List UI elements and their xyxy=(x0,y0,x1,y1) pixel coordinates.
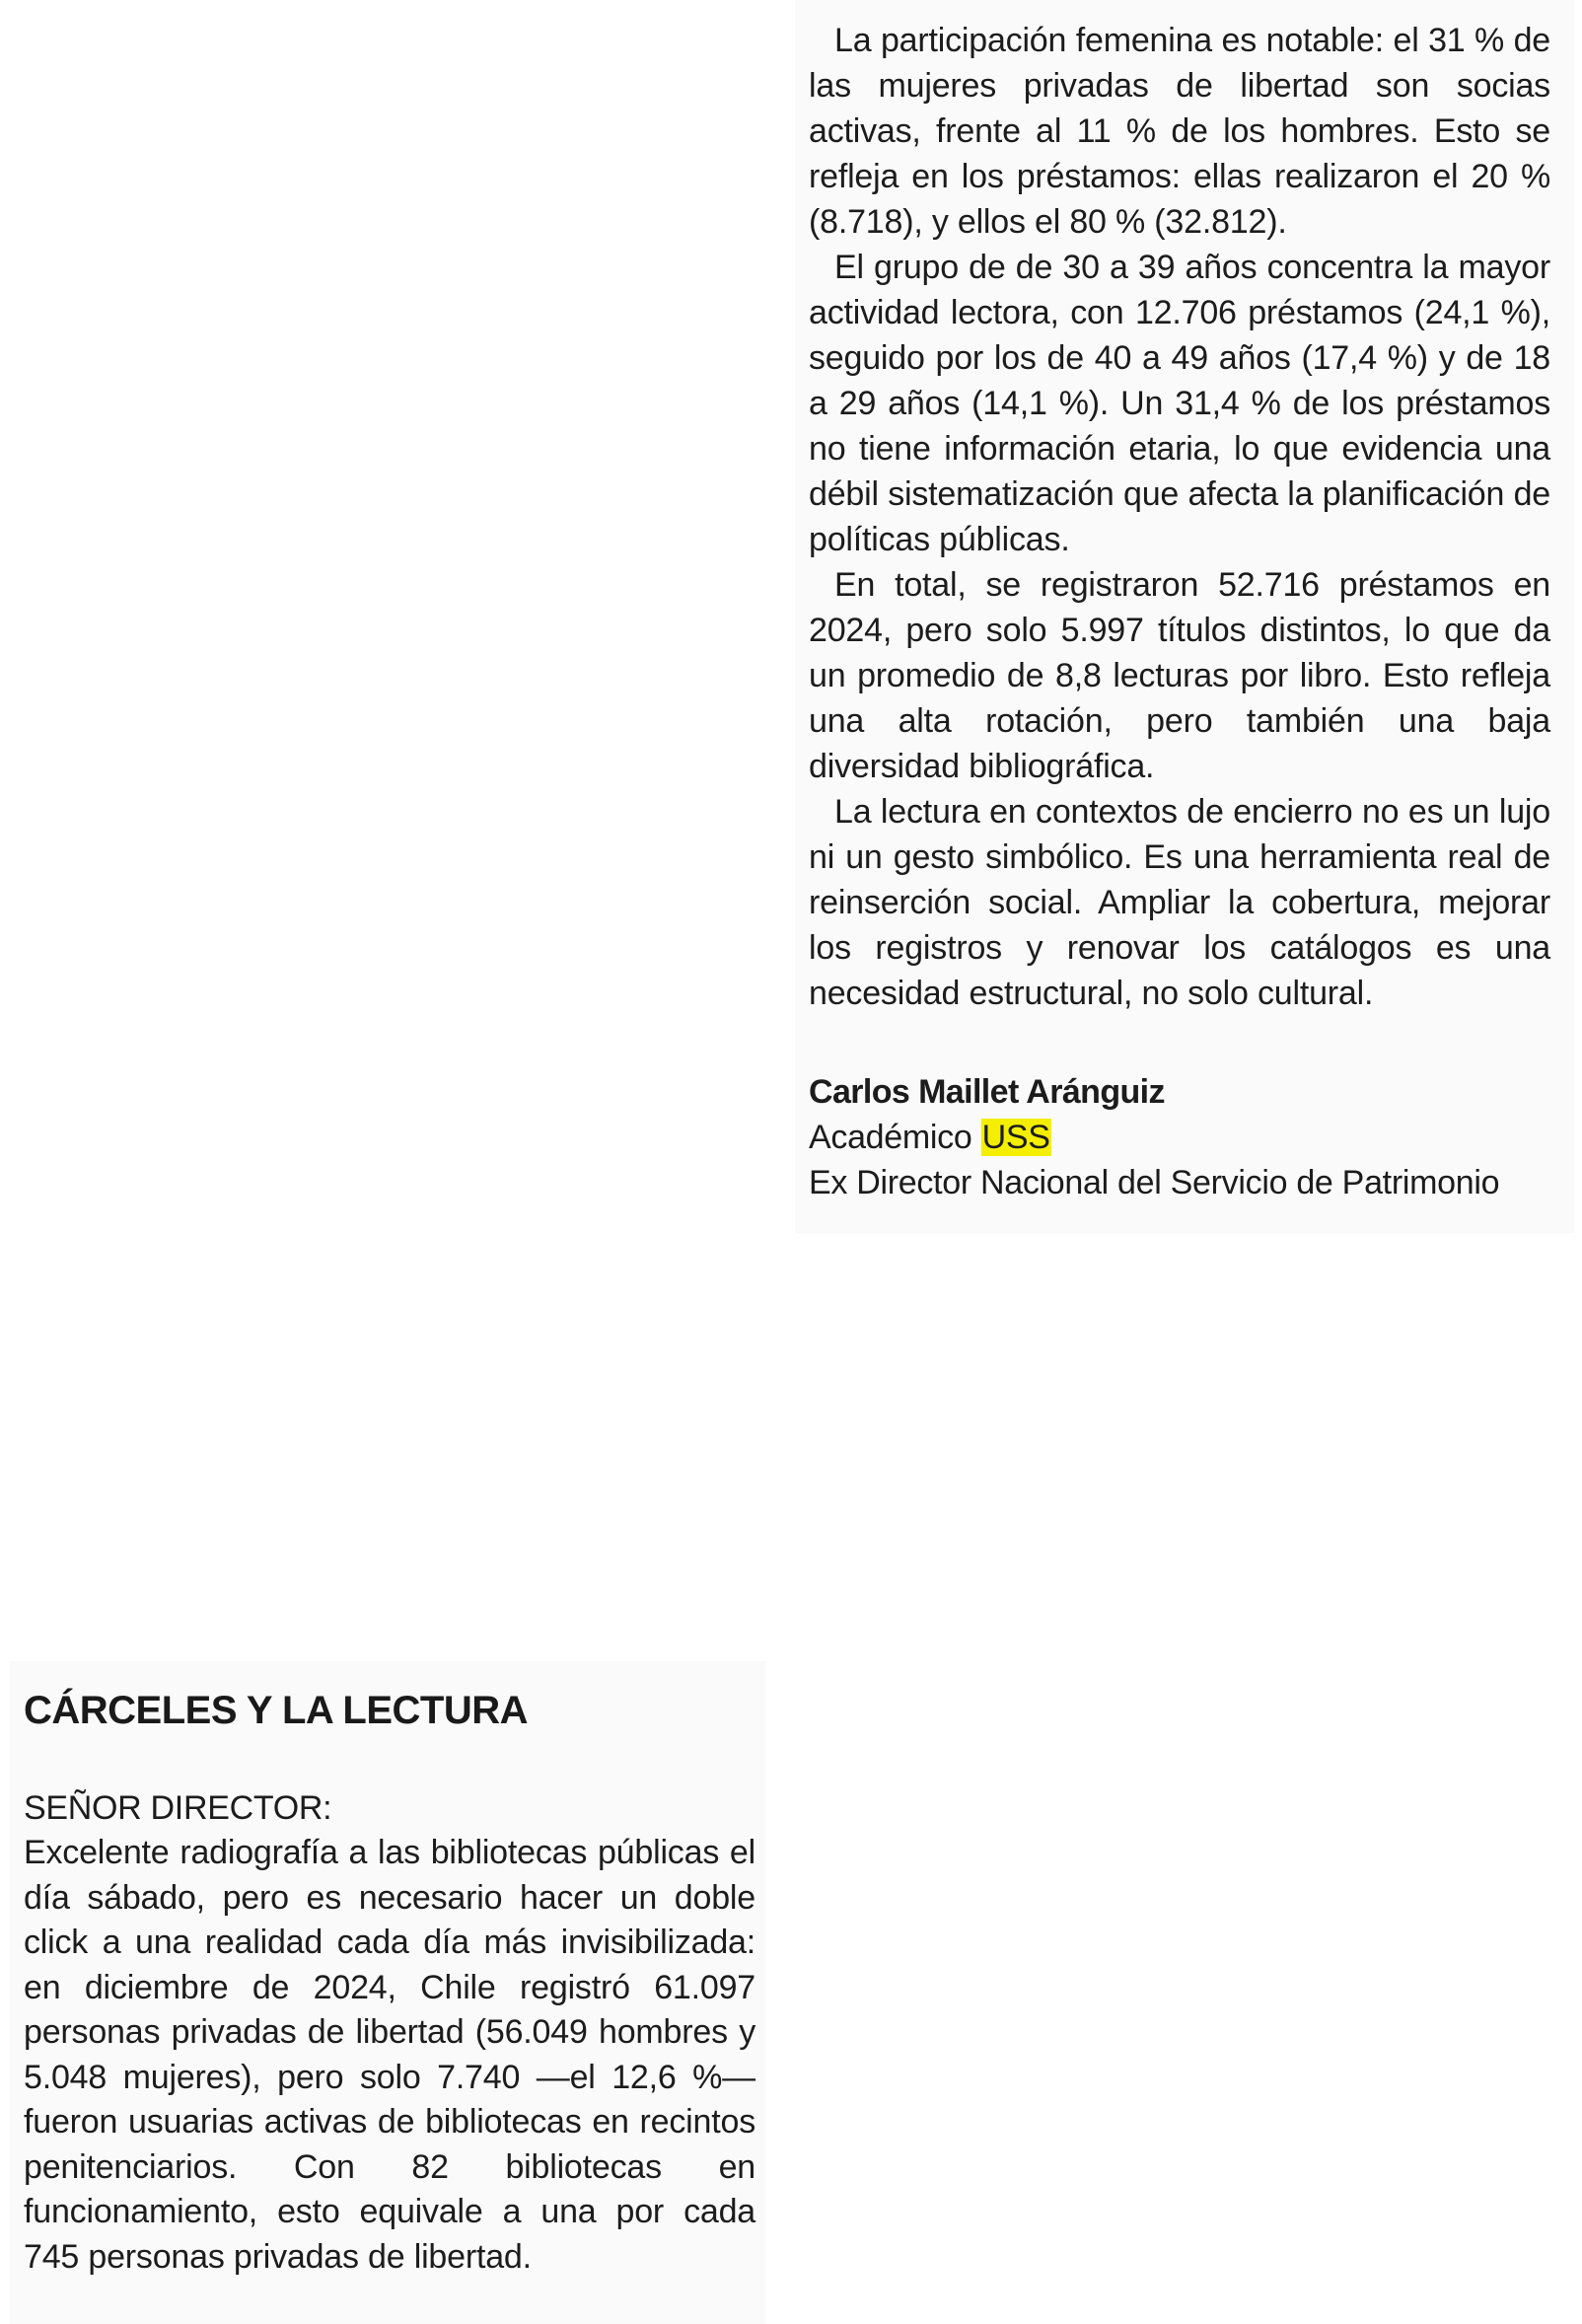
letter-body: Excelente radiografía a las bibliotecas públicas el día sábado, pero es necesario hacer un doble click a una realidad cada día más invisibilizada: en diciembre de 2024, Chile registró 61.097 personas privadas de libertad (56.049 hombres y 5.048 mujeres), pero solo 7.740 —el 12,6 %— fueron usuarias activas de bibliotecas en recintos penitenciarios. Con 82 bibliotecas en funcionamiento, esto equivale a una por cada 745 personas privadas de libertad. xyxy=(24,1834,755,2276)
author-role: Ex Director Nacional del Servicio de Patrimonio xyxy=(809,1164,1500,1201)
author-affiliation xyxy=(809,1115,1558,1160)
signature-block xyxy=(809,1069,1558,1205)
article-body xyxy=(809,18,1550,1016)
article-paragraph: En total, se registraron 52.716 préstamos en 2024, pero solo 5.997 títulos distintos, lo que da un promedio de 8,8 lecturas por libro. Esto refleja una alta rotación, pero también una baja diversidad bibliográfica. xyxy=(809,566,1550,785)
affiliation-prefix: Académico xyxy=(809,1119,972,1156)
article-paragraph: El grupo de de 30 a 39 años concentra la mayor actividad lectora, con 12.706 préstamos (24,1 %), seguido por los de 40 a 49 años (17,4 %) y de 18 a 29 años (14,1 %). Un 31,4 % de los préstamos no tiene información etaria, lo que evidencia una débil sistematización que afecta la planificación de políticas públicas. xyxy=(809,249,1550,558)
letter-column xyxy=(10,1661,765,2324)
author-name: Carlos Maillet Aránguiz xyxy=(809,1073,1165,1111)
letter-headline: CÁRCELES Y LA LECTURA xyxy=(24,1689,529,1732)
highlighted-institution: USS xyxy=(981,1119,1050,1156)
letter-salutation: SEÑOR DIRECTOR: xyxy=(24,1789,332,1827)
article-paragraph: La participación femenina es notable: el 31 % de las mujeres privadas de libertad son socias activas, frente al 11 % de los hombres. Esto se refleja en los préstamos: ellas realizaron el 20 % (8.718), y ellos el 80 % (32.812). xyxy=(809,22,1550,241)
letter-content xyxy=(24,1785,755,2280)
article-continuation-column xyxy=(795,0,1574,1233)
article-paragraph: La lectura en contextos de encierro no es un lujo ni un gesto simbólico. Es una herramienta real de reinserción social. Ampliar la cobertura, mejorar los registros y renovar los catálogos es una necesidad estructural, no solo cultural. xyxy=(809,793,1550,1012)
